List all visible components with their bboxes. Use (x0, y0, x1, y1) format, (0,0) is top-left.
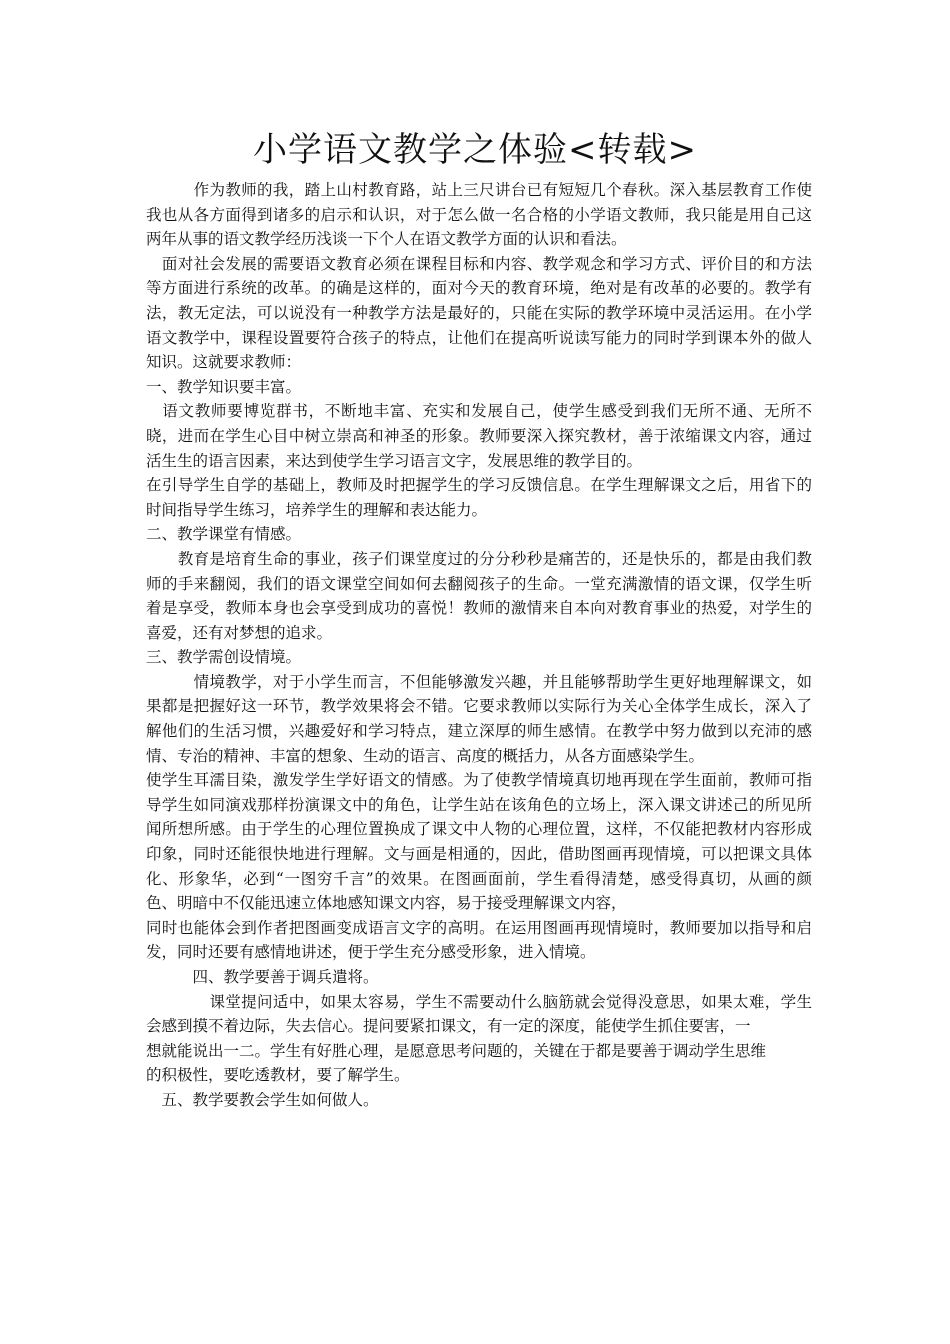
document-body (146, 178, 812, 1113)
paragraph-knowledge: 语文教师要博览群书，不断地丰富、充实和发展自己，使学生感受到我们无所不通、无所不晓，进而在学生心目中树立崇高和神圣的形象。教师要深入探究教材，善于浓缩课文内容，通过活生生的语言因素，来达到使学生学习语言文字，发展思维的教学目的。 (146, 402, 812, 470)
paragraph-intro: 作为教师的我，踏上山村教育路，站上三尺讲台已有短短几个春秋。深入基层教育工作使我也从各方面得到诸多的启示和认识，对于怎么做一名合格的小学语文教师，我只能是用自己这两年从事的语文教学经历浅谈一下个人在语文教学方面的认识和看法。 (146, 181, 812, 249)
section-heading-4: 四、教学要善于调兵遣将。 (146, 968, 379, 986)
paragraph-situation: 情境教学，对于小学生而言，不但能够激发兴趣，并且能够帮助学生更好地理解课文，如果都是把握好这一环节，教学效果将会不错。它要求教师以实际行为关心全体学生成长，深入了解他们的生活习惯，兴趣爱好和学习特点，建立深厚的师生感情。在教学中努力做到以充沛的感情、专治的精神、丰富的想象、生动的语言、高度的概括力，从各方面感染学生。 (146, 672, 812, 765)
paragraph-images: 同时也能体会到作者把图画变成语言文字的高明。在运用图画再现情境时，教师要加以指导和启发，同时还要有感情地讲述，便于学生充分感受形象，进入情境。 (146, 918, 812, 962)
section-heading-3: 三、教学需创设情境。 (146, 648, 302, 667)
paragraph-immersion: 使学生耳濡目染，激发学生学好语文的情感。为了使教学情境真切地再现在学生面前，教师可指导学生如同演戏那样扮演课文中的角色，让学生站在该角色的立场上，深入课文讲述己的所见所闻所想所感。由于学生的心理位置换成了课文中人物的心理位置，这样，不仅能把教材内容形成印象，同时还能很快地进行理解。文与画是相通的，因此，借助图画再现情境，可以把课文具体化、形象华，必到“一图穷千言”的效果。在图画面前，学生看得清楚，感受得真切，从画的颜色、明暗中不仅能迅速立体地感知课文内容，易于接受理解课文内容， (146, 771, 812, 913)
section-heading-5: 五、教学要教会学生如何做人。 (146, 1090, 379, 1109)
paragraph-thinking: 想就能说出一二。学生有好胜心理，是愿意思考问题的，关键在于都是要善于调动学生思维 (146, 1041, 767, 1060)
paragraph-self-study: 在引导学生自学的基础上，教师及时把握学生的学习反馈信息。在学生理解课文之后，用省下的时间指导学生练习，培养学生的理解和表达能力。 (146, 476, 812, 519)
paragraph-questions: 课堂提问适中，如果太容易，学生不需要动什么脑筋就会觉得没意思，如果太难，学生会感到摸不着边际，失去信心。提问要紧扣课文，有一定的深度，能使学生抓住要害，一 (146, 992, 812, 1036)
paragraph-emotion: 教育是培育生命的事业，孩子们课堂度过的分分秒秒是痛苦的，还是快乐的，都是由我们教师的手来翻阅，我们的语文课堂空间如何去翻阅孩子的生命。一堂充满激情的语文课，仅学生听着是享受，教师本身也会享受到成功的喜悦！教师的激情来自本向对教育事业的热爱，对学生的喜爱，还有对梦想的追求。 (146, 549, 812, 642)
paragraph-students: 的积极性，要吃透教材，要了解学生。 (146, 1066, 410, 1085)
paragraph-reform: 面对社会发展的需要语文教育必须在课程目标和内容、教学观念和学习方式、评价目的和方法等方面进行系统的改革。的确是这样的，面对今天的教育环境，绝对是有改革的必要的。教学有法，教无定法，可以说没有一种教学方法是最好的，只能在实际的教学环境中灵活运用。在小学语文教学中，课程设置要符合孩子的特点，让他们在提高听说读写能力的同时学到课本外的做人知识。这就要求教师： (146, 254, 812, 372)
page-title: 小学语文教学之体验<转载> (253, 130, 697, 170)
section-heading-2: 二、教学课堂有情感。 (146, 525, 302, 544)
section-heading-1: 一、教学知识要丰富。 (146, 377, 302, 396)
